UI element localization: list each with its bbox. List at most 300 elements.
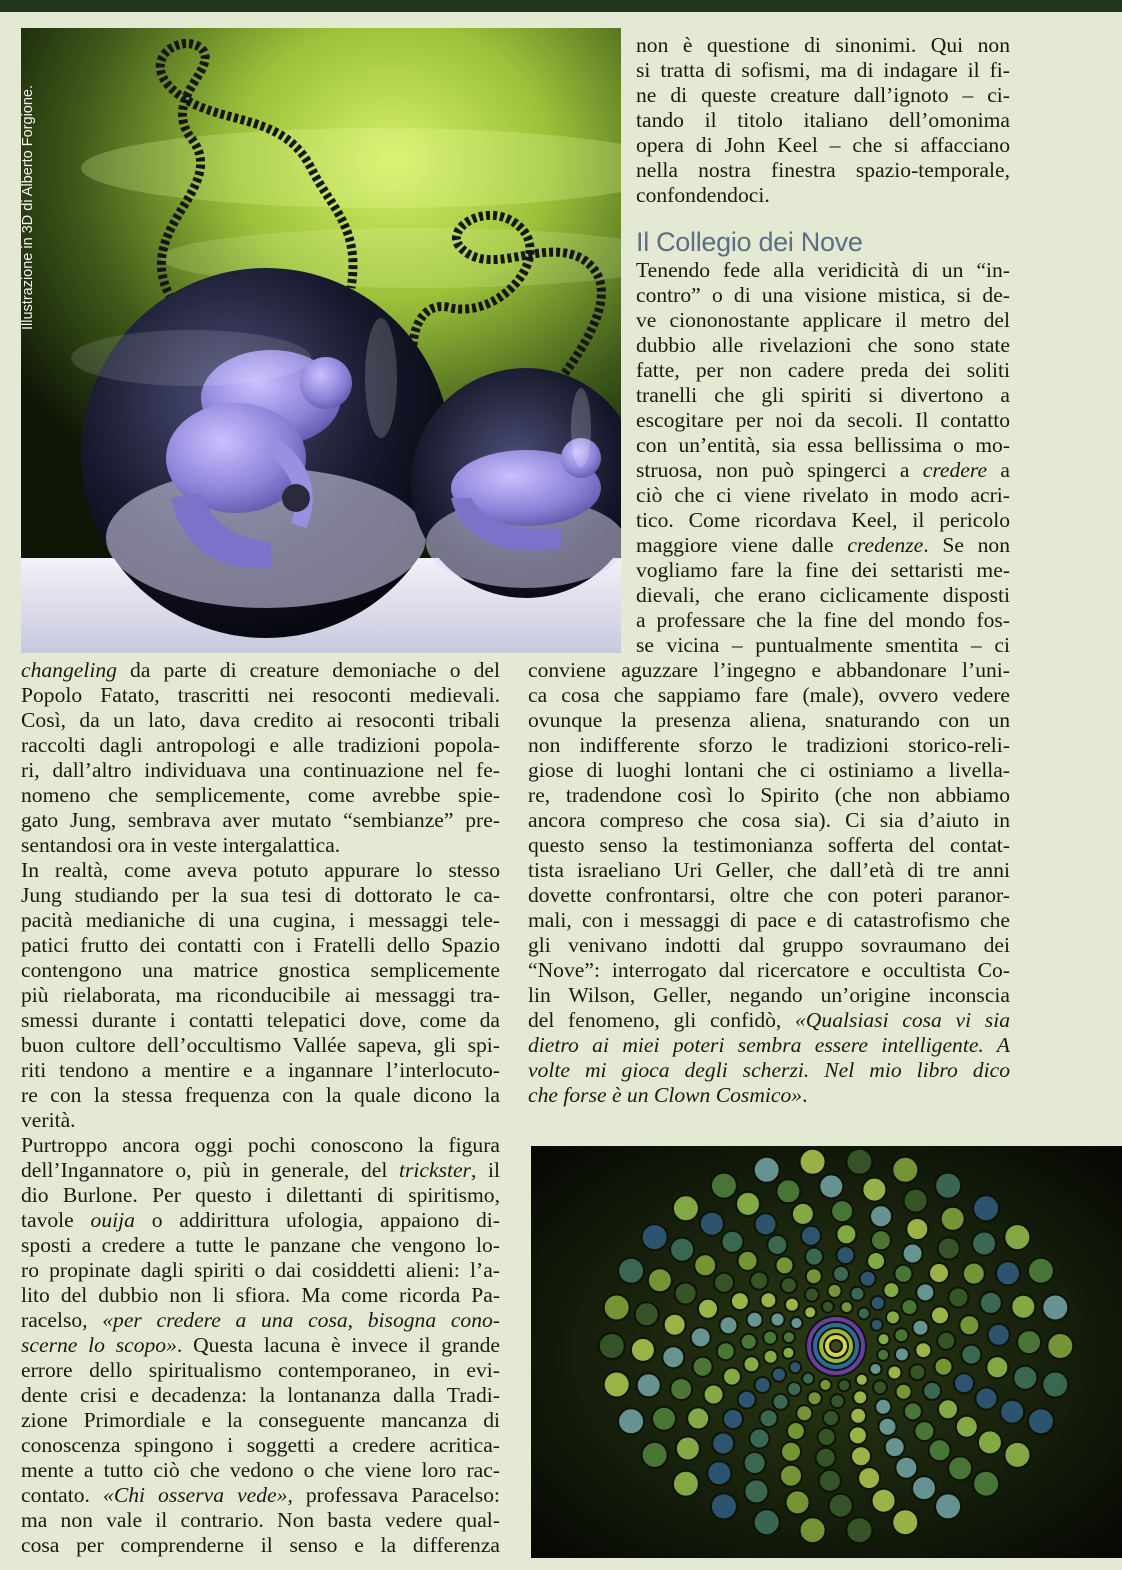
italic-phrase: «per credere a una cosa, bisogna cono- (102, 1308, 500, 1332)
text-line: giose di luoghi lontani che ci ostiniamo a livella- (528, 758, 1010, 782)
fractal-cell (604, 1295, 630, 1321)
text-line: contengono una matrice gnostica semplicemente (21, 958, 500, 982)
italic-phrase: changeling (21, 658, 117, 682)
fractal-cell (879, 1418, 897, 1436)
fractal-cell (1004, 1224, 1030, 1250)
fractal-cell (755, 1377, 771, 1393)
fractal-cell (755, 1213, 777, 1235)
fractal-cell (694, 1254, 716, 1276)
fractal-cell (819, 1379, 831, 1391)
text-line: dovette confrontarsi, oltre che con poteri paranor- (528, 883, 1010, 907)
fractal-cell (837, 1246, 855, 1264)
fractal-cell (698, 1299, 718, 1319)
text-line: Jung studiando per la sua tesi di dottorato le ca- (21, 883, 500, 907)
text-line: a professare che la fine del mondo fos- (636, 608, 1010, 632)
right-column-lower (528, 658, 1010, 1108)
fractal-cell (780, 1465, 802, 1487)
text-line: tico. Come ricordava Keel, il pericolo (636, 508, 1010, 532)
text-line (21, 1483, 500, 1508)
text-line: smessi durante i contatti telepatici dove, come da (21, 1008, 500, 1032)
fractal-cell (895, 1457, 917, 1479)
fractal-cell (941, 1207, 965, 1231)
fractal-cell (662, 1346, 684, 1368)
fractal-cell (652, 1407, 676, 1431)
text-line: gli venivano indotti dal gruppo sovraumano dei (528, 933, 1010, 957)
fractal-cell (754, 1509, 780, 1535)
text-line: zione Primordiale e la conseguente mancanza di (21, 1408, 500, 1432)
text-segment: dell’Ingannatore o, più in generale, del (21, 1158, 399, 1182)
fractal-cell (862, 1178, 886, 1202)
fractal-cell (961, 1345, 981, 1365)
fractal-cell (892, 1157, 918, 1183)
text-segment: tavole (21, 1208, 91, 1232)
italic-phrase: «Chi osserva vede» (103, 1483, 288, 1507)
fractal-cell (846, 1517, 872, 1543)
fractal-cell (760, 1292, 776, 1308)
fractal-cell (870, 1205, 892, 1227)
fractal-cell (776, 1179, 800, 1203)
fractal-cell (948, 1288, 968, 1308)
text-line (528, 1033, 1010, 1058)
fractal-cell (805, 1288, 819, 1302)
fractal-cell (867, 1252, 885, 1270)
text-line: Purtroppo ancora oggi pochi conoscono la figura (21, 1133, 500, 1157)
fractal-cell (871, 1296, 885, 1310)
fractal-cell (1017, 1330, 1041, 1354)
right-column-top (636, 33, 1010, 208)
text-line (528, 1083, 1010, 1108)
fractal-cell (618, 1408, 644, 1434)
text-line: conviene aguzzare l’ingegno e abbandonare l’uni- (528, 658, 1010, 682)
text-segment: racelso, (21, 1308, 103, 1332)
paragraph-changeling (21, 658, 500, 858)
text-line: nella nostra finestra spazio-temporale, (636, 158, 1010, 182)
text-line: confondendoci. (636, 183, 770, 207)
text-line: escogitare per noi da secoli. Il contatto (636, 408, 1010, 432)
text-line: non indifferente sforzo le tradizioni storico-reli- (528, 733, 1010, 757)
paragraph-trickster (21, 1133, 500, 1558)
fractal-cell (856, 1374, 868, 1386)
text-line: Popolo Fatato, trascritti nei resoconti medievali. (21, 683, 500, 707)
fractal-cell (707, 1461, 731, 1485)
fractal-cell (916, 1283, 934, 1301)
fractal-cell (823, 1410, 839, 1426)
fractal-cell (796, 1405, 812, 1421)
fractal-cell (903, 1244, 923, 1264)
fractal-cell (937, 1332, 955, 1350)
fractal-cell (773, 1394, 789, 1410)
text-line: “Nove”: interrogato dal ricercatore e occultista Co- (528, 958, 1010, 982)
fractal-cell (1042, 1295, 1068, 1321)
fractal-cell (782, 1347, 794, 1359)
text-line: re con la stessa frequenza con la quale dicono la (21, 1083, 500, 1107)
text-segment: a (987, 458, 1010, 482)
fractal-cell (673, 1471, 699, 1497)
text-line (636, 458, 1010, 483)
fractal-cell (963, 1263, 985, 1285)
text-line: sposti a credere a tutte le panzane che vengono lo- (21, 1233, 500, 1257)
text-line (528, 1008, 1010, 1033)
illustration-credit: Illustrazione in 3D di Alberto Forgione. (20, 84, 36, 330)
text-line: patici frutto dei contatti con i Fratelli dello Spazio (21, 933, 500, 957)
fractal-cell (849, 1426, 867, 1444)
text-line: sentandosi ora in veste intergalattica. (21, 833, 341, 857)
fractal-cell (896, 1384, 912, 1400)
fractal-cell (959, 1315, 979, 1335)
text-line: ve ciononostante applicare il metro del (636, 308, 1010, 332)
fractal-cell (717, 1342, 735, 1360)
text-line: dievali, che erano ciclicamente disposti (636, 583, 1010, 607)
fractal-cell (800, 1517, 826, 1543)
text-line: dente crisi e decadenza: la lontananza dalla Tradi- (21, 1383, 500, 1407)
italic-phrase: dietro ai miei poteri sembra essere intelligente. A (528, 1033, 1010, 1057)
text-line: ciò che ci viene rivelato in modo acri- (636, 483, 1010, 507)
text-line (21, 1158, 500, 1183)
top-color-bar (0, 0, 1122, 12)
fractal-cell (648, 1268, 672, 1292)
text-line: mali, con i messaggi di pace e di catastrofismo che (528, 908, 1010, 932)
fractal-cell (923, 1382, 941, 1400)
fractal-cell (792, 1203, 814, 1225)
fractal-cell (948, 1456, 972, 1480)
text-line: ancora compreso che cosa sia). Ci sia d’aiuto in (528, 808, 1010, 832)
text-line: gato Jung, sembrava aver mutato “sembianze” pre- (21, 808, 500, 832)
text-line: Tenendo fede alla veridicità di un “in- (636, 258, 1010, 282)
fractal-cell (700, 1212, 724, 1236)
fractal-cell (973, 1471, 999, 1497)
fractal-cell (875, 1399, 891, 1415)
fractal-cell (787, 1422, 805, 1440)
text-segment: , professava Paracelso: (287, 1483, 501, 1507)
fractal-cell (804, 1306, 816, 1318)
fractal-cell (822, 1301, 834, 1313)
fractal-cell (929, 1263, 949, 1283)
fractal-cell (791, 1317, 803, 1329)
fractal-cell (850, 1408, 866, 1424)
fractal-cell (996, 1261, 1020, 1285)
fractal-cell (858, 1307, 870, 1319)
fractal-cell (781, 1442, 801, 1462)
fractal-core (830, 1340, 842, 1352)
fractal-cell (902, 1299, 918, 1315)
fractal-cell (954, 1373, 974, 1393)
fractal-cell (828, 1284, 842, 1298)
fractal-cell (808, 1391, 822, 1405)
text-line: ovunque la presenza aliena, snaturando con un (528, 708, 1010, 732)
text-segment: o addirittura ufologia, appaiono di- (134, 1208, 500, 1232)
fractal-cell (846, 1149, 872, 1175)
fractal-cell (819, 1174, 843, 1198)
fractal-cell (783, 1331, 795, 1343)
fractal-cell (772, 1368, 786, 1382)
fractal-cell (1011, 1295, 1035, 1319)
illustration-spheres (21, 28, 621, 653)
fractal-cell (720, 1316, 738, 1334)
fractal-cell (723, 1409, 743, 1429)
fractal-cell (819, 1470, 841, 1492)
text-line (21, 1333, 500, 1358)
text-line: dubbio alle rivelazioni che sono state (636, 333, 1010, 357)
fractal-cell (938, 1238, 960, 1260)
text-line: lito del dubbio non li sfiora. Ma come ricorda Pa- (21, 1283, 500, 1307)
text-line: In realtà, come aveva potuto appurare lo stesso (21, 858, 500, 882)
fractal-cell (871, 1319, 883, 1331)
fractal-cell (599, 1333, 625, 1359)
fractal-cell (878, 1333, 890, 1345)
fractal-cell (1013, 1366, 1037, 1390)
text-line: opera di John Keel – che si affacciano (636, 133, 1010, 157)
fractal-cell (618, 1258, 644, 1284)
italic-phrase: trickster (399, 1158, 471, 1182)
fractal-cell (935, 1358, 953, 1376)
fractal-cell (931, 1306, 949, 1324)
text-line: lin Wilson, Geller, negando un’origine inconscia (528, 983, 1010, 1007)
fractal-cell (888, 1366, 902, 1380)
fractal-cell (972, 1232, 996, 1256)
fractal-cell (670, 1378, 692, 1400)
fractal-cell (929, 1439, 951, 1461)
text-segment: . Se non (923, 533, 1010, 557)
italic-phrase: credenze (847, 533, 924, 557)
fractal-cell (763, 1331, 777, 1345)
text-line: questo senso la testimonianza sofferta del contat- (528, 833, 1010, 857)
fractal-cell (895, 1347, 909, 1361)
text-line: cosa per comprenderne il senso e la differenza (21, 1533, 500, 1557)
text-line: nomeno che semplicemente, come avrebbe spie- (21, 783, 500, 807)
fractal-cell (873, 1380, 887, 1394)
text-line: dio Burlone. Per questo i dilettanti di spiritismo, (21, 1183, 500, 1207)
fractal-cell (850, 1287, 864, 1301)
fractal-cell (712, 1433, 734, 1455)
fractal-cell (986, 1356, 1008, 1378)
fractal-cell (704, 1385, 724, 1405)
fractal-cell (830, 1394, 844, 1408)
fractal-cell (711, 1493, 737, 1519)
fractal-cell (635, 1302, 659, 1326)
fractal-cell (744, 1356, 760, 1372)
text-segment: del fenomeno, gli confidò, (528, 1008, 795, 1032)
fractal-cell (801, 1226, 821, 1246)
text-line: pacità medianiche di una cugina, i messaggi tele- (21, 908, 500, 932)
fractal-cell (786, 1490, 810, 1514)
text-line: se vicina – puntualmente smentita – ci (636, 633, 1010, 657)
fractal-cell (785, 1298, 799, 1312)
fractal-cell (871, 1230, 891, 1250)
text-line (636, 533, 1010, 558)
fractal-cell (604, 1372, 630, 1398)
text-line: mente a tutto ciò che vedono o che viene loro rac- (21, 1458, 500, 1482)
fractal-cell (836, 1224, 856, 1244)
fractal-cell (912, 1476, 936, 1500)
text-segment: . (802, 1083, 808, 1107)
italic-phrase: «Qualsiasi cosa vi sia (795, 1008, 1010, 1032)
fractal-cell (711, 1173, 737, 1199)
fractal-cell (818, 1428, 836, 1446)
fractal-cell (738, 1391, 756, 1409)
fractal-cell (904, 1189, 928, 1213)
text-line: ro propinate dagli spiriti o dai cosiddetti alieni: l’a- (21, 1258, 500, 1282)
fractal-cell (872, 1489, 896, 1513)
right-column-middle (636, 258, 1010, 658)
text-line: vogliamo fare la fine dei settaristi me- (636, 558, 1010, 582)
fractal-cell (913, 1320, 929, 1336)
fractal-cell (764, 1350, 778, 1364)
text-line (528, 1058, 1010, 1083)
text-line: raccolti dagli antropologi e alle tradizioni popola- (21, 733, 500, 757)
fractal-cell (805, 1248, 823, 1266)
fractal-cell (800, 1149, 826, 1175)
fractal-cell (816, 1448, 836, 1468)
text-segment: . Questa lacuna è invece il grande (176, 1333, 500, 1357)
fractal-cell (723, 1368, 741, 1386)
fractal-cell (858, 1467, 880, 1489)
fractal-cell (886, 1310, 900, 1324)
fractal-cell (915, 1342, 931, 1358)
fractal-cell (744, 1479, 768, 1503)
text-line: ma non vale il contrario. Non basta vedere qual- (21, 1508, 500, 1532)
text-segment: da parte di creature demoniache o del (116, 658, 500, 682)
fractal-cell (885, 1437, 905, 1457)
text-line: con un’entità, sia essa bellissima o mo- (636, 433, 1010, 457)
text-line: re, tradendone così lo Spirito (che non abbiamo (528, 783, 1010, 807)
fractal-cell (1028, 1258, 1054, 1284)
text-line (21, 1308, 500, 1333)
fractal-cell (938, 1399, 958, 1419)
italic-phrase: che forse è un Clown Cosmico» (528, 1083, 803, 1107)
fractal-cell (806, 1268, 822, 1284)
fractal-cell (831, 1200, 853, 1222)
fractal-cell (738, 1251, 758, 1271)
fractal-cell (673, 1195, 699, 1221)
fractal-cell (894, 1265, 912, 1283)
fractal-cell (767, 1235, 787, 1255)
fractal-cell (1028, 1408, 1054, 1434)
fractal-cell (841, 1301, 853, 1313)
fractal-cell (731, 1292, 749, 1310)
fractal-cell (670, 1238, 694, 1262)
text-line: riti tendono a mentire e a ingannare l’interlocuto- (21, 1058, 500, 1082)
text-line (21, 658, 500, 683)
fractal-cell (750, 1272, 768, 1290)
fractal-cell (1042, 1372, 1068, 1398)
fractal-cell (749, 1429, 769, 1449)
text-line: non è questione di sinonimi. Qui non (636, 33, 1010, 57)
fractal-cell (631, 1338, 655, 1362)
fractal-cell (787, 1382, 801, 1396)
fractal-cell (676, 1437, 700, 1461)
fractal-cell (892, 1509, 918, 1535)
fractal-cell (860, 1271, 876, 1287)
text-line: errore dello spiritualismo contemporaneo, in evi- (21, 1358, 500, 1382)
text-segment: maggiore viene dalle (636, 533, 848, 557)
fractal-cell (975, 1388, 997, 1410)
text-line: più rielaborata, ma riconducibile ai messaggi tra- (21, 983, 500, 1007)
fractal-cell (870, 1363, 882, 1375)
fractal-cell (776, 1256, 794, 1274)
fractal-image (531, 1146, 1122, 1558)
text-line: fatte, per non cadere preda dei soliti (636, 358, 1010, 382)
section-heading: Il Collegio dei Nove (636, 227, 863, 257)
fractal-cell (642, 1224, 668, 1250)
fractal-cell (664, 1314, 686, 1336)
fractal-cell (956, 1416, 978, 1438)
fractal-cell (909, 1364, 925, 1380)
text-line: ri, dall’altro individuava una continuazione nel fe- (21, 758, 500, 782)
text-line: verità. (21, 1108, 76, 1132)
fractal-cell (980, 1292, 1002, 1314)
fractal-cell (741, 1334, 757, 1350)
fractal-cell (721, 1231, 743, 1253)
fractal-cell (851, 1446, 871, 1466)
fractal-cell (978, 1430, 1002, 1454)
text-line: ca cosa che sappiamo fare (male), ovvero vedere (528, 683, 1010, 707)
fractal-cell (637, 1373, 661, 1397)
fractal-cell (829, 1494, 853, 1518)
text-segment: contato. (21, 1483, 104, 1507)
fractal-cell (736, 1192, 760, 1216)
text-line: tranelli che gli spiriti si divertono a (636, 383, 1010, 407)
fractal-cell (1000, 1400, 1024, 1424)
fractal-cell (838, 1379, 850, 1391)
fractal-cell (747, 1312, 763, 1328)
fractal-cell (935, 1173, 961, 1199)
fractal-cell (914, 1421, 934, 1441)
text-line (21, 1208, 500, 1233)
fractal-cell (935, 1493, 961, 1519)
fractal-cell (642, 1442, 668, 1468)
text-line: tista israeliano Uri Geller, che dall’età di tre anni (528, 858, 1010, 882)
fractal-cell (853, 1390, 867, 1404)
text-line: si tratta di sofismi, ma di indagare il fi- (636, 58, 1010, 82)
text-line: tando il titolo italiano dell’omonima (636, 108, 1010, 132)
italic-phrase: credere (922, 458, 988, 482)
fractal-cell (744, 1452, 766, 1474)
text-line: Così, da un lato, dava credito ai resoconti tribali (21, 708, 500, 732)
fractal-cell (781, 1277, 797, 1293)
fractal-cell (906, 1218, 928, 1240)
italic-phrase: volte mi gioca degli scherzi. Nel mio libro dico (528, 1058, 1010, 1082)
fractal-cell (973, 1195, 999, 1221)
fractal-cell (693, 1357, 713, 1377)
italic-phrase: scerne lo scopo» (21, 1333, 177, 1357)
fractal-cell (1047, 1333, 1073, 1359)
paragraph-jung (21, 858, 500, 1133)
text-line: buon cultore dell’occultismo Vallée sapeva, gli spi- (21, 1033, 500, 1057)
fractal-cell (675, 1283, 697, 1305)
fractal-cell (754, 1157, 780, 1183)
fractal-cell (760, 1409, 778, 1427)
text-line: conoscenza spingono i soggetti a credere acritica- (21, 1433, 500, 1457)
text-line: contro” o di una visione mistica, si de- (636, 283, 1010, 307)
fractal-cell (1004, 1442, 1030, 1468)
fractal-cell (877, 1349, 889, 1361)
fractal-cell (789, 1361, 801, 1373)
text-line: ne di queste creature dall’ignoto – ci- (636, 83, 1010, 107)
fractal-cell (714, 1273, 734, 1293)
fractal-cell (691, 1327, 711, 1347)
fractal-cell (802, 1373, 814, 1385)
left-column (21, 658, 500, 1558)
italic-phrase: ouija (90, 1208, 135, 1232)
fractal-cell (883, 1282, 899, 1298)
fractal-cell (904, 1402, 922, 1420)
fractal-cell (833, 1266, 849, 1282)
text-segment: struosa, non può spingerci a (636, 458, 923, 482)
fractal-cell (988, 1324, 1010, 1346)
fractal-cell (894, 1328, 908, 1342)
text-segment: , il (470, 1158, 501, 1182)
fractal-cell (771, 1313, 785, 1327)
